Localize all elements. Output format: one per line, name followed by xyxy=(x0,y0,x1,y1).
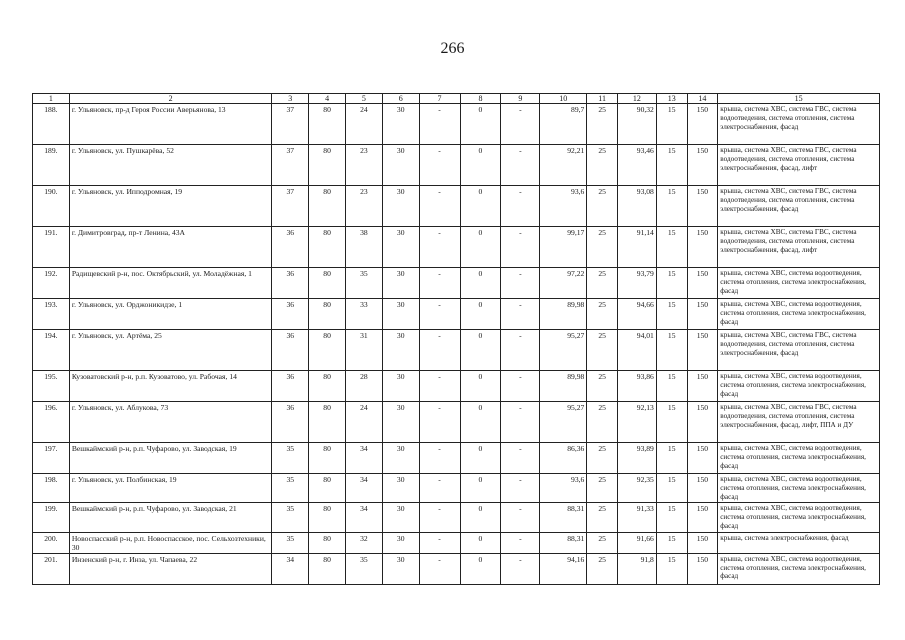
row-number: 197. xyxy=(33,443,70,474)
cell: 15 xyxy=(656,330,687,371)
row-number: 192. xyxy=(33,268,70,299)
cell: 15 xyxy=(656,371,687,402)
row-number: 193. xyxy=(33,299,70,330)
row-number: 201. xyxy=(33,553,70,584)
cell: - xyxy=(419,474,460,503)
cell: - xyxy=(419,371,460,402)
cell: 24 xyxy=(345,104,382,145)
cell: - xyxy=(419,553,460,584)
cell: - xyxy=(501,330,540,371)
cell: 37 xyxy=(272,104,309,145)
column-header: 2 xyxy=(69,94,272,104)
address-cell: Инзенский р-н, г. Инза, ул. Чапаева, 22 xyxy=(69,553,272,584)
cell: 150 xyxy=(687,474,718,503)
cell: 150 xyxy=(687,553,718,584)
cell: 80 xyxy=(309,104,346,145)
column-header: 8 xyxy=(460,94,501,104)
cell: 32 xyxy=(345,532,382,553)
works-cell: крыша, система ХВС, система ГВС, система водоотведения, система отопления, система электроснабжения, фасад, лифт, ППА и ДУ xyxy=(718,402,880,443)
cell: 92,35 xyxy=(618,474,657,503)
works-cell: крыша, система ХВС, система ГВС, система водоотведения, система отопления, система электроснабжения, фасад, лифт xyxy=(718,227,880,268)
cell: 93,6 xyxy=(540,186,587,227)
column-header: 7 xyxy=(419,94,460,104)
column-number-row xyxy=(33,94,880,104)
cell: 30 xyxy=(382,402,419,443)
cell: 93,08 xyxy=(618,186,657,227)
cell: 89,98 xyxy=(540,371,587,402)
cell: 91,14 xyxy=(618,227,657,268)
cell: - xyxy=(419,503,460,532)
cell: - xyxy=(501,371,540,402)
address-cell: г. Ульяновск, пр-д Героя России Аверьянова, 13 xyxy=(69,104,272,145)
cell: 0 xyxy=(460,532,501,553)
cell: 25 xyxy=(587,268,618,299)
cell: 150 xyxy=(687,268,718,299)
cell: - xyxy=(501,443,540,474)
works-cell: крыша, система ХВС, система водоотведения, система отопления, система электроснабжения, фасад xyxy=(718,503,880,532)
cell: 15 xyxy=(656,443,687,474)
cell: 23 xyxy=(345,186,382,227)
cell: 80 xyxy=(309,299,346,330)
cell: 25 xyxy=(587,330,618,371)
cell: - xyxy=(501,186,540,227)
cell: 28 xyxy=(345,371,382,402)
column-header: 15 xyxy=(718,94,880,104)
cell: - xyxy=(501,227,540,268)
cell: 80 xyxy=(309,402,346,443)
cell: 89,7 xyxy=(540,104,587,145)
cell: 0 xyxy=(460,227,501,268)
cell: 150 xyxy=(687,503,718,532)
works-cell: крыша, система ХВС, система водоотведения, система отопления, система электроснабжения, фасад xyxy=(718,299,880,330)
cell: - xyxy=(419,330,460,371)
cell: 30 xyxy=(382,532,419,553)
cell: 35 xyxy=(272,503,309,532)
cell: 30 xyxy=(382,299,419,330)
cell: 93,79 xyxy=(618,268,657,299)
column-header: 10 xyxy=(540,94,587,104)
cell: 25 xyxy=(587,474,618,503)
cell: 80 xyxy=(309,503,346,532)
cell: 34 xyxy=(272,553,309,584)
row-number: 189. xyxy=(33,145,70,186)
cell: - xyxy=(501,503,540,532)
table-row xyxy=(33,443,880,474)
cell: - xyxy=(419,186,460,227)
row-number: 199. xyxy=(33,503,70,532)
works-cell: крыша, система ХВС, система водоотведения, система отопления, система электроснабжения, фасад xyxy=(718,268,880,299)
address-cell: Новоспасский р-н, р.п. Новоспасское, пос. Сельхозтехники, 30 xyxy=(69,532,272,553)
works-cell: крыша, система ХВС, система ГВС, система водоотведения, система отопления, система электроснабжения, фасад xyxy=(718,104,880,145)
cell: - xyxy=(501,532,540,553)
cell: 15 xyxy=(656,268,687,299)
cell: - xyxy=(419,145,460,186)
cell: 150 xyxy=(687,443,718,474)
cell: 150 xyxy=(687,104,718,145)
table-body xyxy=(33,104,880,585)
cell: 80 xyxy=(309,227,346,268)
cell: 91,66 xyxy=(618,532,657,553)
table-row xyxy=(33,553,880,584)
cell: - xyxy=(501,553,540,584)
cell: 95,27 xyxy=(540,330,587,371)
address-cell: г. Ульяновск, ул. Аблукова, 73 xyxy=(69,402,272,443)
cell: 94,66 xyxy=(618,299,657,330)
column-header: 1 xyxy=(33,94,70,104)
cell: 35 xyxy=(345,553,382,584)
address-cell: Радищевский р-н, пос. Октябрьский, ул. Моладёжная, 1 xyxy=(69,268,272,299)
cell: 88,31 xyxy=(540,532,587,553)
cell: 89,98 xyxy=(540,299,587,330)
cell: 30 xyxy=(382,145,419,186)
cell: 35 xyxy=(272,474,309,503)
row-number: 188. xyxy=(33,104,70,145)
table-row xyxy=(33,268,880,299)
cell: 15 xyxy=(656,532,687,553)
cell: 150 xyxy=(687,371,718,402)
cell: 15 xyxy=(656,553,687,584)
works-cell: крыша, система ХВС, система ГВС, система водоотведения, система отопления, система электроснабжения, фасад xyxy=(718,330,880,371)
column-header: 13 xyxy=(656,94,687,104)
table-row xyxy=(33,330,880,371)
cell: 88,31 xyxy=(540,503,587,532)
cell: 25 xyxy=(587,503,618,532)
address-cell: г. Ульяновск, ул. Полбинская, 19 xyxy=(69,474,272,503)
cell: 15 xyxy=(656,145,687,186)
cell: 30 xyxy=(382,443,419,474)
cell: - xyxy=(501,474,540,503)
works-cell: крыша, система ХВС, система водоотведения, система отопления, система электроснабжения, фасад xyxy=(718,371,880,402)
table-row xyxy=(33,474,880,503)
cell: 0 xyxy=(460,104,501,145)
cell: 150 xyxy=(687,145,718,186)
cell: 30 xyxy=(382,371,419,402)
cell: - xyxy=(501,268,540,299)
cell: - xyxy=(419,104,460,145)
cell: 25 xyxy=(587,553,618,584)
cell: 0 xyxy=(460,268,501,299)
cell: - xyxy=(501,145,540,186)
cell: - xyxy=(419,443,460,474)
cell: 150 xyxy=(687,532,718,553)
cell: 25 xyxy=(587,402,618,443)
cell: 30 xyxy=(382,330,419,371)
cell: 92,21 xyxy=(540,145,587,186)
cell: 34 xyxy=(345,474,382,503)
cell: 25 xyxy=(587,104,618,145)
row-number: 194. xyxy=(33,330,70,371)
cell: 34 xyxy=(345,443,382,474)
cell: - xyxy=(419,268,460,299)
row-number: 191. xyxy=(33,227,70,268)
column-header: 9 xyxy=(501,94,540,104)
cell: 0 xyxy=(460,474,501,503)
cell: 93,46 xyxy=(618,145,657,186)
cell: 31 xyxy=(345,330,382,371)
cell: 150 xyxy=(687,402,718,443)
works-cell: крыша, система ХВС, система ГВС, система водоотведения, система отопления, система электроснабжения, фасад, лифт xyxy=(718,145,880,186)
cell: 15 xyxy=(656,503,687,532)
cell: 93,89 xyxy=(618,443,657,474)
cell: 80 xyxy=(309,532,346,553)
cell: 30 xyxy=(382,553,419,584)
cell: 0 xyxy=(460,503,501,532)
table-row xyxy=(33,104,880,145)
cell: 91,33 xyxy=(618,503,657,532)
cell: 36 xyxy=(272,227,309,268)
cell: 25 xyxy=(587,371,618,402)
table-row xyxy=(33,371,880,402)
cell: 36 xyxy=(272,299,309,330)
cell: 0 xyxy=(460,145,501,186)
works-cell: крыша, система ХВС, система ГВС, система водоотведения, система отопления, система электроснабжения, фасад xyxy=(718,186,880,227)
cell: 15 xyxy=(656,402,687,443)
table-row xyxy=(33,227,880,268)
cell: 150 xyxy=(687,186,718,227)
cell: 30 xyxy=(382,503,419,532)
address-cell: г. Ульяновск, ул. Пушкарёва, 52 xyxy=(69,145,272,186)
cell: 37 xyxy=(272,186,309,227)
cell: 30 xyxy=(382,268,419,299)
cell: 80 xyxy=(309,443,346,474)
cell: 150 xyxy=(687,227,718,268)
column-header: 5 xyxy=(345,94,382,104)
cell: 30 xyxy=(382,474,419,503)
cell: 25 xyxy=(587,186,618,227)
cell: 36 xyxy=(272,371,309,402)
address-cell: Вешкаймский р-н, р.п. Чуфарово, ул. Заводская, 19 xyxy=(69,443,272,474)
cell: 36 xyxy=(272,402,309,443)
row-number: 190. xyxy=(33,186,70,227)
cell: 80 xyxy=(309,186,346,227)
cell: 86,36 xyxy=(540,443,587,474)
cell: 80 xyxy=(309,145,346,186)
column-header: 6 xyxy=(382,94,419,104)
cell: 93,6 xyxy=(540,474,587,503)
table-row xyxy=(33,186,880,227)
cell: 25 xyxy=(587,227,618,268)
cell: 99,17 xyxy=(540,227,587,268)
table-row xyxy=(33,503,880,532)
cell: 25 xyxy=(587,532,618,553)
cell: 33 xyxy=(345,299,382,330)
cell: 94,01 xyxy=(618,330,657,371)
cell: - xyxy=(501,402,540,443)
works-cell: крыша, система ХВС, система водоотведения, система отопления, система электроснабжения, фасад xyxy=(718,443,880,474)
works-cell: крыша, система электроснабжения, фасад xyxy=(718,532,880,553)
address-cell: г. Ульяновск, ул. Артёма, 25 xyxy=(69,330,272,371)
works-cell: крыша, система ХВС, система водоотведения, система отопления, система электроснабжения, фасад xyxy=(718,474,880,503)
address-cell: г. Ульяновск, ул. Ипподромная, 19 xyxy=(69,186,272,227)
column-header: 4 xyxy=(309,94,346,104)
address-cell: г. Ульяновск, ул. Орджоникидзе, 1 xyxy=(69,299,272,330)
cell: 0 xyxy=(460,443,501,474)
column-header: 3 xyxy=(272,94,309,104)
cell: 15 xyxy=(656,104,687,145)
cell: 37 xyxy=(272,145,309,186)
cell: - xyxy=(419,299,460,330)
cell: 90,32 xyxy=(618,104,657,145)
cell: 15 xyxy=(656,474,687,503)
works-cell: крыша, система ХВС, система водоотведения, система отопления, система электроснабжения, фасад xyxy=(718,553,880,584)
cell: 15 xyxy=(656,299,687,330)
column-header: 12 xyxy=(618,94,657,104)
cell: 25 xyxy=(587,443,618,474)
table-row xyxy=(33,145,880,186)
row-number: 198. xyxy=(33,474,70,503)
cell: 80 xyxy=(309,474,346,503)
page-number: 266 xyxy=(440,40,465,57)
cell: - xyxy=(419,227,460,268)
cell: - xyxy=(419,532,460,553)
cell: 80 xyxy=(309,553,346,584)
cell: 0 xyxy=(460,186,501,227)
cell: 94,16 xyxy=(540,553,587,584)
cell: 15 xyxy=(656,227,687,268)
cell: 30 xyxy=(382,186,419,227)
cell: 25 xyxy=(587,145,618,186)
cell: 35 xyxy=(272,443,309,474)
cell: 150 xyxy=(687,330,718,371)
cell: 91,8 xyxy=(618,553,657,584)
row-number: 196. xyxy=(33,402,70,443)
row-number: 200. xyxy=(33,532,70,553)
cell: 0 xyxy=(460,299,501,330)
table-row xyxy=(33,532,880,553)
cell: 97,22 xyxy=(540,268,587,299)
cell: 80 xyxy=(309,268,346,299)
cell: 30 xyxy=(382,227,419,268)
cell: 92,13 xyxy=(618,402,657,443)
cell: 36 xyxy=(272,268,309,299)
row-number: 195. xyxy=(33,371,70,402)
cell: - xyxy=(501,299,540,330)
cell: 0 xyxy=(460,553,501,584)
cell: 150 xyxy=(687,299,718,330)
table-row xyxy=(33,402,880,443)
address-cell: Вешкаймский р-н, р.п. Чуфарово, ул. Заводская, 21 xyxy=(69,503,272,532)
column-header: 11 xyxy=(587,94,618,104)
housing-repair-table xyxy=(32,93,880,585)
cell: - xyxy=(501,104,540,145)
address-cell: г. Димитровград, пр-т Ленина, 43А xyxy=(69,227,272,268)
cell: 80 xyxy=(309,330,346,371)
cell: 36 xyxy=(272,330,309,371)
column-header: 14 xyxy=(687,94,718,104)
cell: 24 xyxy=(345,402,382,443)
cell: 38 xyxy=(345,227,382,268)
cell: 35 xyxy=(272,532,309,553)
cell: 30 xyxy=(382,104,419,145)
cell: 0 xyxy=(460,371,501,402)
cell: 93,86 xyxy=(618,371,657,402)
cell: - xyxy=(419,402,460,443)
cell: 15 xyxy=(656,186,687,227)
cell: 23 xyxy=(345,145,382,186)
table-row xyxy=(33,299,880,330)
cell: 80 xyxy=(309,371,346,402)
address-cell: Кузоватовский р-н, р.п. Кузоватово, ул. Рабочая, 14 xyxy=(69,371,272,402)
cell: 35 xyxy=(345,268,382,299)
cell: 95,27 xyxy=(540,402,587,443)
cell: 34 xyxy=(345,503,382,532)
cell: 0 xyxy=(460,402,501,443)
cell: 25 xyxy=(587,299,618,330)
cell: 0 xyxy=(460,330,501,371)
